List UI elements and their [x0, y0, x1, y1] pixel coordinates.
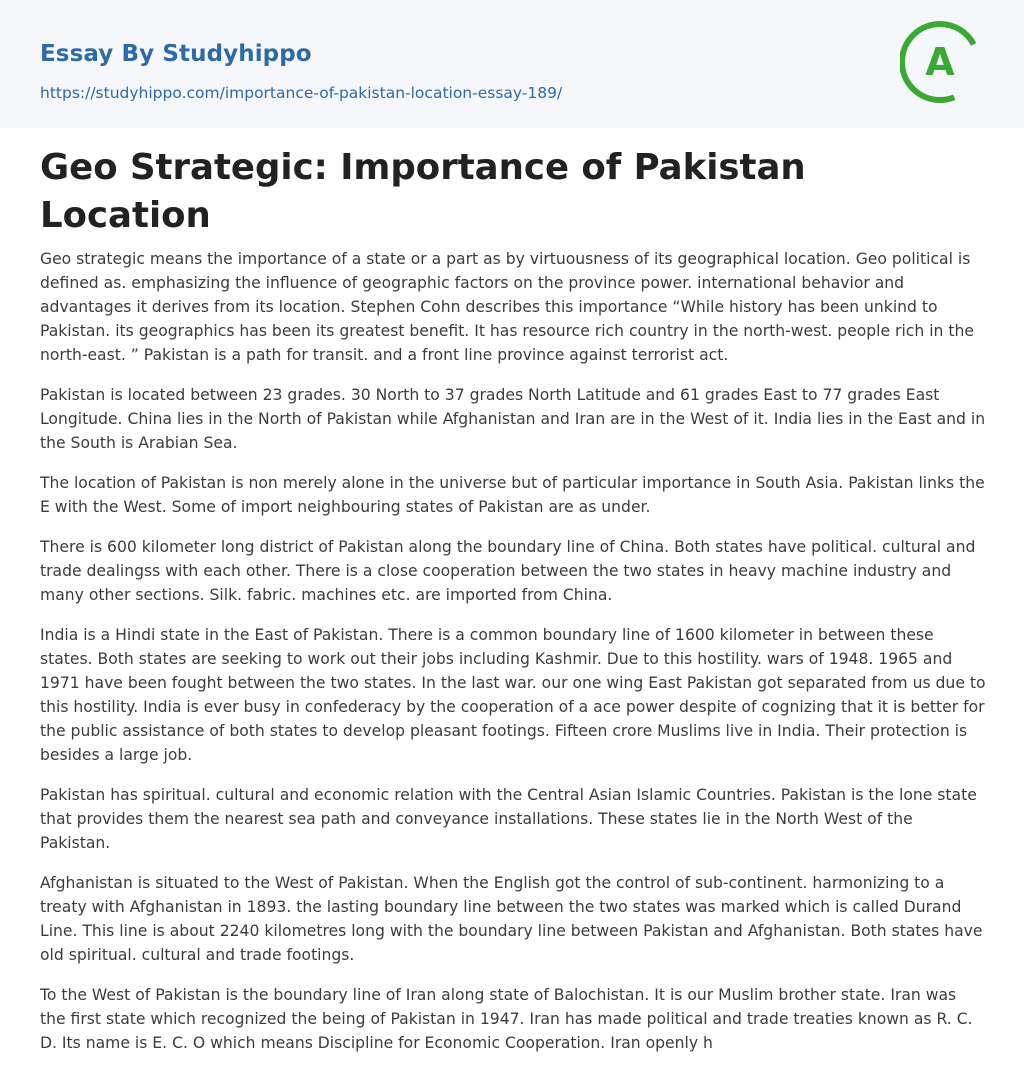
- article-paragraph: Afghanistan is situated to the West of Pakistan. When the English got the control of sub-continent. harmonizing to a treaty with Afghanistan in 1893. the lasting boundary line between the two states was marked which is called Durand Line. This line is about 2240 kilometres long with the boundary line between Pakistan and Afghanistan. Both states have old spiritual. cultural and trade footings.: [40, 874, 983, 964]
- article-paragraph: Geo strategic means the importance of a state or a part as by virtuousness of its geographical location. Geo political is defined as. emphasizing the influence of geographic factors on the province power. international behavior and advantages it derives from its location. Stephen Cohn describes this importance “While history has been unkind to Pakistan. its geographics has been its greatest benefit. It has resource rich country in the north-west. people rich in the north-east. ” Pakistan is a path for transit. and a front line province against terrorist act.: [40, 250, 974, 364]
- article-paragraph: India is a Hindi state in the East of Pakistan. There is a common boundary line of 1600 kilometer in between these states. Both states are seeking to work out their jobs including Kashmir. Due to this hostility. wars of 1948. 1965 and 1971 have been fought between the two states. In the last war. our one wing East Pakistan got separated from us due to this hostility. India is ever busy in confederacy by the cooperation of a ace power despite of cognizing that it is better for the public assistance of both states to develop pleasant footings. Fifteen crore Muslims live in India. Their protection is besides a large job.: [40, 626, 986, 764]
- studyhippo-logo-icon[interactable]: [900, 18, 990, 108]
- article-paragraph: Pakistan has spiritual. cultural and economic relation with the Central Asian Islamic Countries. Pakistan is the lone state that provides them the nearest sea path and conveyance installations. These states lie in the North West of the Pakistan.: [40, 786, 977, 852]
- article: [40, 144, 986, 1071]
- article-title: Geo Strategic: Importance of Pakistan Location: [40, 147, 806, 236]
- source-url-link[interactable]: https://studyhippo.com/importance-of-pakistan-location-essay-189/: [40, 84, 563, 102]
- article-paragraph: The location of Pakistan is non merely alone in the universe but of particular importance in South Asia. Pakistan links the E with the West. Some of import neighbouring states of Pakistan are as under.: [40, 474, 985, 516]
- article-paragraph: Pakistan is located between 23 grades. 30 North to 37 grades North Latitude and 61 grades East to 77 grades East Longitude. China lies in the North of Pakistan while Afghanistan and Iran are in the West of it. India lies in the East and in the South is Arabian Sea.: [40, 386, 986, 452]
- article-paragraph: To the West of Pakistan is the boundary line of Iran along state of Balochistan. It is our Muslim brother state. Iran was the first state which recognized the being of Pakistan in 1947. Iran has made political and trade treaties known as R. C. D. Its name is E. C. O which means Discipline for Economic Cooperation. Iran openly h: [40, 986, 973, 1052]
- brand-title[interactable]: Essay By Studyhippo: [40, 41, 312, 67]
- site-header: [0, 0, 1024, 128]
- logo-letter: A: [925, 40, 955, 84]
- article-paragraph: There is 600 kilometer long district of Pakistan along the boundary line of China. Both states have political. cultural and trade dealingss with each other. There is a close cooperation between the two states in heavy machine industry and many other sections. Silk. fabric. machines etc. are imported from China.: [40, 538, 976, 604]
